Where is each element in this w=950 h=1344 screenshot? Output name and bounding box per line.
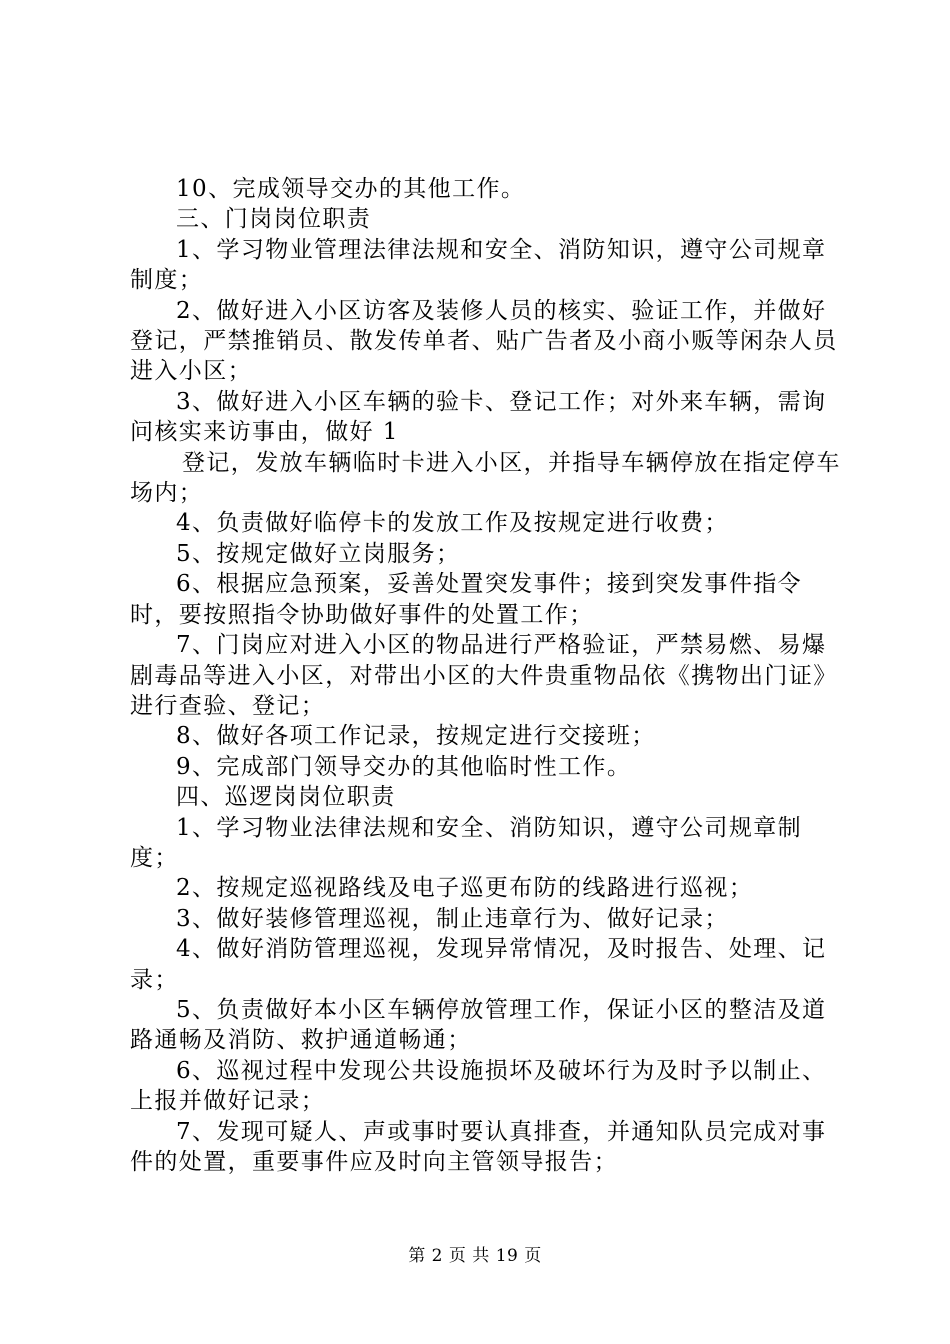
paragraph: 7、发现可疑人、声或事时要认真排查，并通知队员完成对事件的处置，重要事件应及时向主管领导报告； [130,1118,827,1175]
paragraph: 9、完成部门领导交办的其他临时性工作。 [176,753,632,780]
paragraph: 1、学习物业管理法律法规和安全、消防知识，遵守公司规章制度； [130,236,827,294]
paragraph: 6、巡视过程中发现公共设施损坏及破坏行为及时予以制止、上报并做好记录； [130,1057,827,1115]
paragraph: 4、负责做好临停卡的发放工作及按规定进行收费； [176,510,729,537]
paragraph: 7、门岗应对进入小区的物品进行严格验证，严禁易燃、易爆剧毒品等进入小区，对带出小区的大件贵重物品依《携物出门证》进行查验、登记； [130,632,838,719]
paragraph: 2、按规定巡视路线及电子巡更布防的线路进行巡视； [176,875,754,902]
paragraph: 8、做好各项工作记录，按规定进行交接班； [176,723,656,750]
paragraph: 1、学习物业法律法规和安全、消防知识，遵守公司规章制度； [130,814,803,871]
paragraph: 5、负责做好本小区车辆停放管理工作，保证小区的整洁及道路通畅及消防、救护通道畅通； [130,996,827,1054]
document-body [130,174,842,1177]
paragraph: 2、做好进入小区访客及装修人员的核实、验证工作，并做好登记，严禁推销员、散发传单者、贴广告者及小商小贩等闲杂人员进入小区； [130,297,838,385]
paragraph: 5、按规定做好立岗服务； [176,540,461,567]
section-heading: 四、巡逻岗岗位职责 [176,784,396,811]
paragraph: 登记，发放车辆临时卡进入小区，并指导车辆停放在指定停车场内； [130,449,841,507]
paragraph: 10、完成领导交办的其他工作。 [176,176,526,202]
paragraph: 3、做好进入小区车辆的验卡、登记工作；对外来车辆，需询问核实来访事由，做好 1 [130,388,827,446]
page-number-footer: 第 2 页 共 19 页 [408,1246,542,1266]
paragraph: 6、根据应急预案，妥善处置突发事件；接到突发事件指令时，要按照指令协助做好事件的处置工作； [130,571,803,628]
paragraph: 3、做好装修管理巡视，制止违章行为、做好记录； [176,905,729,932]
section-heading: 三、门岗岗位职责 [176,206,372,233]
paragraph: 4、做好消防管理巡视，发现异常情况，及时报告、处理、记录； [130,936,827,993]
